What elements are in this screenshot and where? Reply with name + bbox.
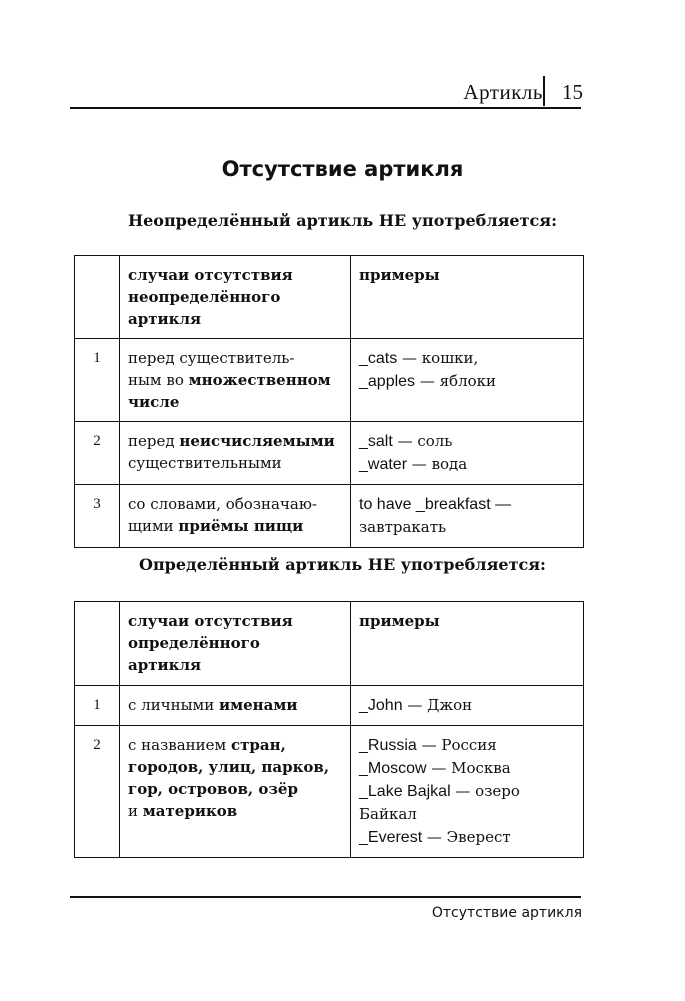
example-line: _salt — соль — [359, 432, 453, 450]
header-cases-cell — [120, 602, 351, 686]
header-num-cell — [75, 256, 120, 339]
page-title: Отсутствие артикля — [221, 157, 464, 181]
example-line: _Russia — Россия — [359, 736, 497, 754]
case-line: ным во множественном — [128, 371, 331, 389]
case-line: со словами, обозначаю- — [128, 495, 317, 513]
example-line: Байкал — [359, 805, 417, 823]
indefinite-article-heading: Неопределённый артикль НЕ употребляется: — [128, 211, 557, 230]
examples-cell — [351, 726, 584, 858]
examples-cell — [351, 339, 584, 422]
case-line: с названием стран, — [128, 736, 286, 754]
header-cases-cell — [120, 256, 351, 339]
examples-cell — [351, 686, 584, 726]
running-header-title: Артикль — [463, 80, 543, 104]
case-line: гор, островов, озёр — [128, 780, 298, 798]
case-cell — [120, 726, 351, 858]
case-line: существительными — [128, 454, 282, 472]
case-cell — [120, 339, 351, 422]
example-line: _apples — яблоки — [359, 372, 497, 390]
table-header-row — [75, 256, 584, 339]
table-header-row — [75, 602, 584, 686]
header-cases-line: определённого — [128, 634, 260, 652]
case-cell — [120, 686, 351, 726]
example-line: _Moscow — Москва — [359, 759, 511, 777]
case-line: городов, улиц, парков, — [128, 758, 330, 776]
header-separator — [543, 76, 545, 106]
case-cell — [120, 422, 351, 485]
header-cases-line: случаи отсутствия — [128, 612, 293, 630]
row-number: 1 — [75, 339, 120, 422]
header-cases-line: артикля — [128, 310, 202, 328]
case-line: щими приёмы пищи — [128, 517, 304, 535]
example-line: _Lake Bajkal — озеро — [359, 782, 520, 800]
definite-article-table — [74, 601, 584, 858]
header-examples-cell: примеры — [351, 256, 584, 339]
row-number: 1 — [75, 686, 120, 726]
table-row — [75, 422, 584, 485]
row-number: 3 — [75, 485, 120, 548]
example-line: to have _breakfast — — [359, 496, 512, 513]
examples-cell — [351, 422, 584, 485]
running-footer: Отсутствие артикля — [431, 905, 582, 921]
header-examples-cell: примеры — [351, 602, 584, 686]
examples-cell — [351, 485, 584, 548]
case-line: числе — [128, 393, 180, 411]
header-cases-line: артикля — [128, 656, 202, 674]
table-row — [75, 726, 584, 858]
case-line: перед существитель- — [128, 349, 295, 367]
table-row — [75, 339, 584, 422]
row-number: 2 — [75, 726, 120, 858]
example-line: _John — Джон — [359, 696, 473, 714]
case-line: перед неисчисляемыми — [128, 432, 335, 450]
case-line: и материков — [128, 802, 238, 820]
footer-rule — [70, 896, 581, 898]
header-cases-line: случаи отсутствия — [128, 266, 293, 284]
table-row — [75, 686, 584, 726]
case-cell — [120, 485, 351, 548]
page-number: 15 — [562, 80, 583, 104]
example-line: завтракать — [359, 518, 447, 536]
example-line: _cats — кошки, — [359, 349, 479, 367]
definite-article-heading: Определённый артикль НЕ употребляется: — [139, 555, 546, 574]
case-line: с личными именами — [128, 696, 298, 714]
example-line: _Everest — Эверест — [359, 828, 511, 846]
header-cases-line: неопределённого — [128, 288, 281, 306]
header-num-cell — [75, 602, 120, 686]
header-rule — [70, 107, 581, 109]
table-row — [75, 485, 584, 548]
example-line: _water — вода — [359, 455, 468, 473]
indefinite-article-table — [74, 255, 584, 548]
row-number: 2 — [75, 422, 120, 485]
